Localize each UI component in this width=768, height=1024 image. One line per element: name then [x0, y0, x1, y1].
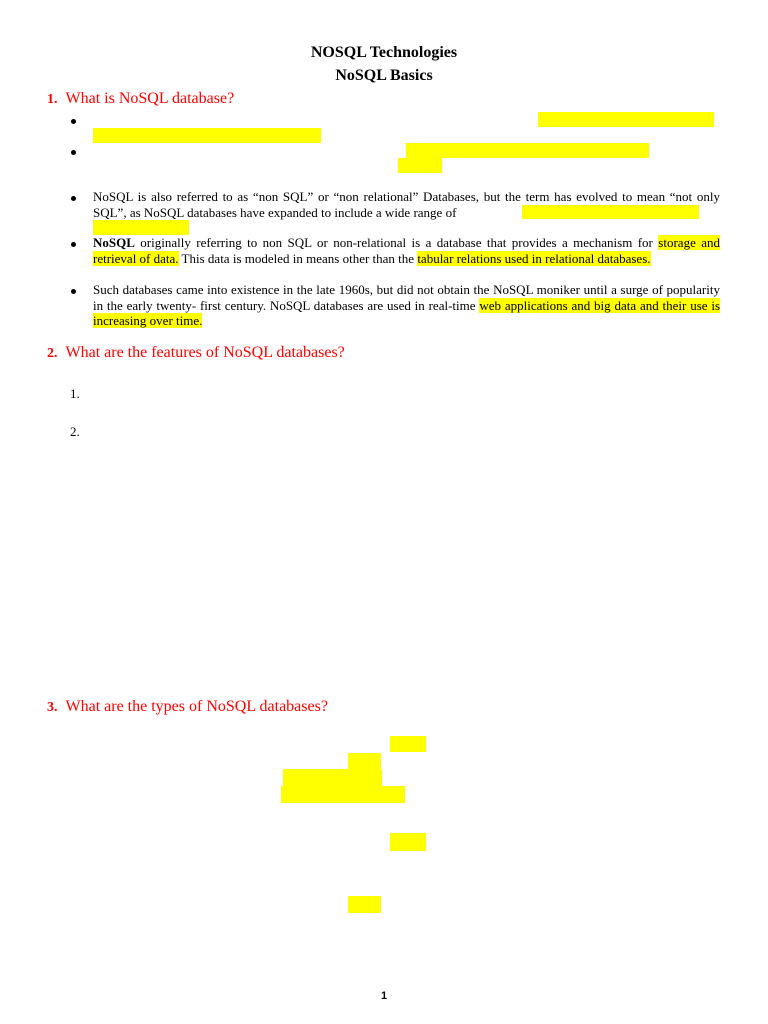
question-3-heading — [47, 698, 328, 716]
page-number: 1 — [380, 990, 388, 1002]
question-1-text: What is NoSQL database? — [65, 90, 235, 107]
q1-bullet-4-text: NoSQL originally referring to non SQL or non-relational is a database that provides a mechanism for storage and retrieval of data. This data is modeled in means other than the tabular relations used in relational databases. — [93, 235, 721, 266]
highlight-block — [93, 128, 321, 143]
highlight-block — [93, 220, 189, 235]
bullet-icon — [71, 196, 76, 201]
highlight-block — [283, 769, 382, 786]
bullet-icon — [71, 289, 76, 294]
highlight-block — [348, 896, 381, 913]
document-title: NOSQL Technologies — [310, 44, 458, 61]
highlight-block — [538, 112, 714, 127]
highlight-block — [281, 786, 405, 803]
document-subtitle: NoSQL Basics — [335, 67, 433, 84]
highlight-block — [406, 143, 649, 158]
bullet-icon — [71, 150, 76, 155]
question-2-number: 2. — [47, 346, 58, 361]
list-item-number: 2. — [70, 424, 80, 439]
highlight-block — [522, 205, 699, 219]
highlight-block — [390, 833, 426, 851]
bullet-icon — [71, 119, 76, 124]
highlight-block — [398, 158, 442, 173]
q1-bullet-3-text: NoSQL is also referred to as “non SQL” or “non relational” Databases, but the term has evolved to mean “not only SQL”, as NoSQL databases have expanded to include a wide range of — [93, 189, 720, 220]
question-3-text: What are the types of NoSQL databases? — [65, 698, 328, 715]
question-1-number: 1. — [47, 92, 58, 107]
list-item-number: 1. — [70, 386, 80, 401]
question-2-text: What are the features of NoSQL databases? — [65, 344, 345, 361]
question-3-number: 3. — [47, 700, 58, 715]
q1-bullet-5-text: Such databases came into existence in the late 1960s, but did not obtain the NoSQL moniker until a surge of popularity in the early twenty- first century. NoSQL databases are used in real-time web applications and big data and their use is increasing over time. — [93, 282, 721, 328]
bullet-icon — [71, 242, 76, 247]
question-2-heading — [47, 344, 345, 362]
question-1-heading — [47, 90, 234, 108]
highlight-block — [390, 736, 426, 752]
highlight-block — [348, 753, 381, 769]
